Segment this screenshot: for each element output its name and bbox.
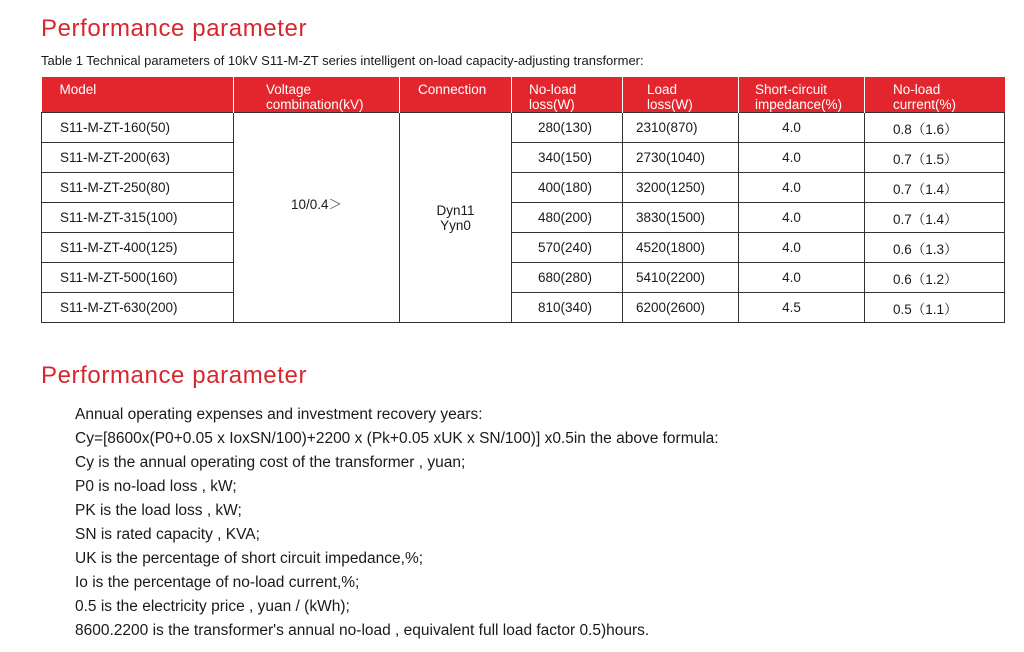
cell-impedance: 4.0 [739, 143, 865, 173]
table-row [42, 113, 1005, 143]
text-line: UK is the percentage of short circuit impedance,%; [75, 550, 424, 567]
cell-noload-current: 0.7（1.4） [865, 173, 1005, 203]
table-caption: Table 1 Technical parameters of 10kV S11-M-ZT series intelligent on-load capacity-adjusting transformer: [41, 53, 644, 68]
cell-load-loss: 5410(2200) [623, 263, 739, 293]
header-model: Model [42, 77, 234, 113]
table-row [42, 233, 1005, 263]
text-line: P0 is no-load loss , kW; [75, 478, 237, 495]
cell-load-loss: 3200(1250) [623, 173, 739, 203]
table-row [42, 143, 1005, 173]
cell-model: S11-M-ZT-160(50) [42, 113, 234, 143]
formula-line: Cy=[8600x(P0+0.05 x IoxSN/100)+2200 x (Pk+0.05 xUK x SN/100)] x0.5in the above formula: [75, 430, 719, 447]
cell-impedance: 4.0 [739, 173, 865, 203]
cell-noload-current: 0.5（1.1） [865, 293, 1005, 323]
cell-noload-current: 0.8（1.6） [865, 113, 1005, 143]
cell-noload-loss: 480(200) [512, 203, 623, 233]
table-row [42, 293, 1005, 323]
text-line: Cy is the annual operating cost of the transformer , yuan; [75, 454, 466, 471]
cell-model: S11-M-ZT-250(80) [42, 173, 234, 203]
cell-noload-loss: 810(340) [512, 293, 623, 323]
text-line: 0.5 is the electricity price , yuan / (kWh); [75, 598, 350, 615]
cell-model: S11-M-ZT-315(100) [42, 203, 234, 233]
connection-dyn11: Dyn11 [436, 202, 475, 218]
connection-yyn0: Yyn0 [440, 217, 471, 233]
cell-noload-loss: 280(130) [512, 113, 623, 143]
header-load-loss: Load loss(W) [623, 77, 739, 113]
header-connection: Connection [400, 77, 512, 113]
cell-impedance: 4.0 [739, 203, 865, 233]
table-row [42, 203, 1005, 233]
cell-load-loss: 2310(870) [623, 113, 739, 143]
cell-model: S11-M-ZT-500(160) [42, 263, 234, 293]
header-noload-current: No-load current(%) [865, 77, 1005, 113]
cell-noload-loss: 340(150) [512, 143, 623, 173]
cell-noload-loss: 680(280) [512, 263, 623, 293]
cell-model: S11-M-ZT-400(125) [42, 233, 234, 263]
header-noload-loss: No-load loss(W) [512, 77, 623, 113]
technical-parameters-table [41, 77, 1005, 323]
text-line: 8600.2200 is the transformer's annual no-load , equivalent full load factor 0.5)hours. [75, 622, 650, 639]
cell-noload-current: 0.6（1.2） [865, 263, 1005, 293]
cell-impedance: 4.0 [739, 263, 865, 293]
cell-model: S11-M-ZT-200(63) [42, 143, 234, 173]
cell-load-loss: 3830(1500) [623, 203, 739, 233]
cell-voltage: 10/0.4＞ [234, 113, 400, 323]
text-line: Annual operating expenses and investment recovery years: [75, 406, 483, 423]
text-line: PK is the load loss , kW; [75, 502, 242, 519]
cell-noload-loss: 570(240) [512, 233, 623, 263]
section-title-1: Performance parameter [41, 15, 308, 42]
cell-noload-loss: 400(180) [512, 173, 623, 203]
cell-noload-current: 0.7（1.5） [865, 143, 1005, 173]
cell-noload-current: 0.6（1.3） [865, 233, 1005, 263]
header-voltage: Voltage combination(kV) [234, 77, 400, 113]
section-title-2: Performance parameter [41, 362, 308, 389]
header-impedance: Short-circuit impedance(%) [739, 77, 865, 113]
cell-load-loss: 4520(1800) [623, 233, 739, 263]
text-line: SN is rated capacity , KVA; [75, 526, 260, 543]
cell-connection [400, 113, 512, 323]
table-header-row [42, 77, 1005, 113]
cell-load-loss: 6200(2600) [623, 293, 739, 323]
cell-load-loss: 2730(1040) [623, 143, 739, 173]
text-line: Io is the percentage of no-load current,%; [75, 574, 360, 591]
table-row [42, 173, 1005, 203]
cell-impedance: 4.0 [739, 113, 865, 143]
formula-explanation [75, 405, 719, 645]
cell-impedance: 4.0 [739, 233, 865, 263]
cell-impedance: 4.5 [739, 293, 865, 323]
cell-noload-current: 0.7（1.4） [865, 203, 1005, 233]
table-row [42, 263, 1005, 293]
cell-model: S11-M-ZT-630(200) [42, 293, 234, 323]
